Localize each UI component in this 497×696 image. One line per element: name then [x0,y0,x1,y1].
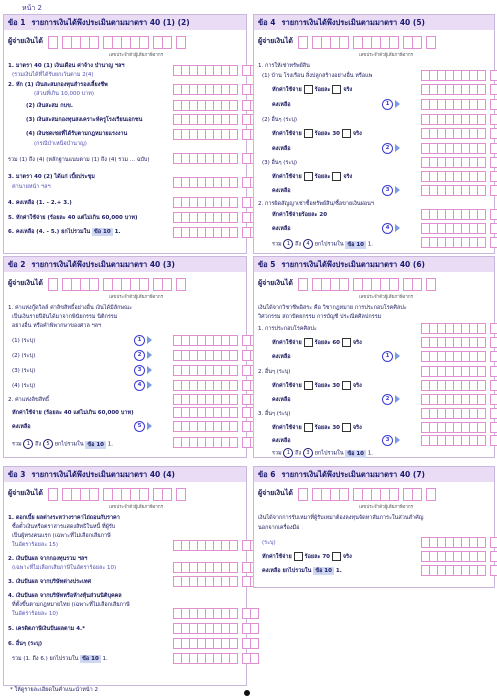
arrow-icon [147,422,152,430]
s5-income-2[interactable] [422,366,497,377]
s6-spec: (ระบุ) [262,540,276,546]
s4-real-checkbox[interactable] [332,172,341,181]
arrow-icon [147,351,152,359]
s4-remain-amount-4[interactable] [422,223,497,234]
s4-total-post: ยกไปรวมใน [314,241,344,248]
s5-real-checkbox[interactable] [342,338,351,347]
s6-intro-1: เงินได้จากการรับเหมาที่ผู้รับเหมาต้องลงทุนจัดหาสัมภาระในส่วนสำคัญ [258,515,424,521]
section-title: รายการเงินได้พึงประเมินตามมาตรา 40 (7) [281,469,425,479]
s5-deduct-amount-1[interactable] [422,337,497,348]
section-4-header [254,15,494,30]
s4-pct-checkbox[interactable] [304,172,313,181]
s4-amount-total[interactable] [422,237,497,248]
section-number: ข้อ 6 [258,469,276,479]
s5-pct60-label: ร้อยละ 60 [314,340,340,346]
s5-total [272,448,373,458]
s1-row-2: 2. หัก (1) เงินสะสมกองทุนสำรองเลี้ยงชีพ [8,82,108,88]
s3-row-4c: ในอัตราร้อยละ 10) [12,611,59,617]
s1-row-6-tag: ข้อ 10 [94,229,111,235]
s2-total-b: 5 [43,439,53,449]
s4-income-1[interactable] [422,70,497,81]
page-hole-mark [244,690,250,696]
s2-amount-2[interactable] [174,350,259,361]
section-title: รายการเงินได้พึงประเมินตามมาตรา 40 (4) [31,469,175,479]
s3-row-1d: ในอัตราร้อยละ 15) [12,542,59,548]
s6-deduct [262,552,352,561]
s4-total-tag: ข้อ 10 [347,241,365,248]
s6-real-checkbox[interactable] [332,552,341,561]
section-title: รายการเงินได้พึงประเมินตามมาตรา 40 (5) [281,17,425,27]
s3-amount-6[interactable] [174,638,259,649]
s1-row-1-note: (รวมเงินได้ที่ได้รับยกเว้นตาม 2(4) [12,72,94,78]
s4-income-2[interactable] [422,114,497,125]
s5-deduct-3 [272,423,362,432]
s2-intro-1: 1. ค่าแห่งกู๊ดวิลล์ ค่าลิขสิทธิ์อย่างอื่น เงินได้มีลักษณะ [8,305,133,311]
s4-real-checkbox[interactable] [342,129,351,138]
s5-real-label: จริง [352,340,362,346]
s5-deduct-2 [272,381,362,390]
s2-amount-total[interactable] [174,437,259,448]
s1-row-2-3: (3) เงินสะสมกองทุนสงเคราะห์ครูโรงเรียนเอกชน [26,117,143,123]
s4-real-label: จริง [352,131,362,137]
s4-marker-3: 3 [382,185,393,196]
s2-item-3: (3) (ระบุ) [12,368,36,374]
s5-pct30-checkbox[interactable] [304,381,313,390]
footnote: * ให้ดูรายละเอียดในคำแนะนำหน้า 2 [10,687,98,693]
s6-total-end: 1. [335,568,342,574]
s6-total-tag: ข้อ 10 [315,568,332,574]
s3-amount-total[interactable] [174,653,259,664]
section-3-header [4,467,246,482]
s4-pct30-label: ร้อยละ 30 [314,131,340,137]
s6-intro-2: นอกจากเครื่องมือ [258,525,300,531]
s5-remain-3: คงเหลือ [272,438,291,444]
s3-total-end: 1. [102,656,108,662]
s1-row-1: 1. มาตรา 40 (1) เงินเดือน ค่าจ้าง บำนาญ ฯลฯ [8,63,125,69]
tax-id-caption: เลขประจำตัวผู้เสียภาษีอากร [109,505,164,510]
arrow-icon [147,366,152,374]
s5-pct30-checkbox[interactable] [304,423,313,432]
s6-amount-total[interactable] [422,565,497,576]
s2-amount-copyright[interactable] [174,394,259,405]
section-1-header [4,15,246,30]
s4-deduct-1 [272,85,352,94]
s5-remain-1: คงเหลือ [272,354,291,360]
s5-remain-amount-1[interactable] [422,351,497,362]
section-4-panel [253,14,495,254]
s1-amount-6[interactable] [174,227,259,238]
s1-row-2-4-note: (กรณีบำเหน็จบำนาญ) [34,141,87,147]
s4-pct30-checkbox[interactable] [304,129,313,138]
s4-income-3[interactable] [422,157,497,168]
s5-real-checkbox[interactable] [342,381,351,390]
s5-pct60-checkbox[interactable] [304,338,313,347]
s1-row-2-note: (ส่วนที่เกิน 10,000 บาท) [34,91,95,97]
s4-marker-1: 1 [382,99,393,110]
s4-real-label: จริง [343,87,353,93]
s4-deduct-label: หักค่าใช้จ่าย [272,174,302,180]
payer-tax-id-field[interactable] [299,36,436,49]
s3-row-2: 2. เงินปันผล จากกองทุนรวม ฯลฯ [8,556,88,562]
tax-id-caption: เลขประจำตัวผู้เสียภาษีอากร [109,295,164,300]
s1-amount-1[interactable] [174,65,259,76]
s5-deduct-1 [272,338,362,347]
s3-row-2b: (เฉพาะที่ไม่เลือกเสียภาษีในอัตราร้อยละ 10) [12,565,117,571]
arrow-icon [395,352,400,360]
s5-real-label: จริง [352,425,362,431]
s4-deduct-3 [272,172,352,181]
s4-deduct-label: หักค่าใช้จ่าย [272,87,302,93]
s4-pct-label: ร้อยละ [314,87,331,93]
s5-total-a: 1 [283,448,293,458]
s6-total [262,567,342,575]
s2-remain: คงเหลือ [12,424,31,430]
s1-row-2-2: (2) เงินสะสม กบข. [26,103,73,109]
payer-tax-id-field[interactable] [299,278,436,291]
section-5-panel [253,256,495,458]
s5-row-3: 3. อื่นๆ (ระบุ) [258,411,291,417]
s2-remain-marker: 5 [134,421,145,432]
s2-total-pre: รวม [12,441,22,448]
s5-total-b: 3 [303,448,313,458]
s5-pct30-label: ร้อยละ 30 [314,383,340,389]
section-number: ข้อ 2 [8,259,26,269]
section-number: ข้อ 3 [8,469,26,479]
arrow-icon [395,186,400,194]
s4-deduct-2 [272,129,362,138]
s4-total [272,239,373,249]
s4-row-1: 1. การให้เช่าทรัพย์สิน [258,63,310,69]
s1-row-2-4: (4) เงินชดเชยที่ได้รับตามกฎหมายแรงงาน [26,131,128,137]
s5-remain-amount-3[interactable] [422,435,497,446]
s2-amount-1[interactable] [174,335,259,346]
s3-total-label: รวม (1. ถึง 6.) ยกไปรวมใน [12,656,79,662]
s4-deduct-amount-2[interactable] [422,128,497,139]
s1-row-3: 3. มาตรา 40 (2) ได้แก่ เบี้ยประชุม [8,174,95,180]
s3-total-tag: ข้อ 10 [82,656,99,662]
s5-pct30-label: ร้อยละ 30 [314,425,340,431]
s1-row-5: 5. หักค่าใช้จ่าย (ร้อยละ 40 แต่ไม่เกิน 60,000 บาท) [8,215,138,221]
s2-amount-deduct[interactable] [174,407,259,418]
s6-deduct-label: หักค่าใช้จ่าย [262,554,292,560]
s3-total [12,655,108,663]
s1-amount-2-4[interactable] [174,129,259,140]
s4-remain-3: คงเหลือ [272,188,291,194]
s2-total-post: ยกไปรวมใน [54,441,84,448]
s2-item-1: (1) (ระบุ) [12,338,36,344]
s2-total-tag: ข้อ 10 [87,441,105,448]
section-3-panel [3,466,247,686]
s1-amount-2-2[interactable] [174,100,259,111]
s6-pct70-label: ร้อยละ 70 [304,554,330,560]
s2-intro-3: อย่างอื่น หรือคำพิพากษาของศาล ฯลฯ [12,323,102,329]
payer-tax-id-field[interactable] [49,278,186,291]
s4-pct-checkbox[interactable] [304,85,313,94]
section-number: ข้อ 1 [8,17,26,27]
s1-row-4: 4. คงเหลือ (1. - 2.+ 3.) [8,200,72,206]
arrow-icon [395,395,400,403]
s1-row-6 [8,228,121,236]
payer-label: ผู้จ่ายเงินได้ [258,279,293,287]
page-label: หน้า 2 [22,4,43,12]
section-2-header [4,257,246,272]
s5-total-end: 1. [367,450,374,457]
s6-real-label: จริง [342,554,352,560]
s3-amount-4[interactable] [174,608,259,619]
s5-row-1: 1. การประกอบโรคศิลปะ [258,326,317,332]
s5-real-label: จริง [352,383,362,389]
section-6-header [254,467,494,482]
s5-total-pre: รวม [272,450,282,457]
s5-marker-2: 2 [382,394,393,405]
section-number: ข้อ 4 [258,17,276,27]
s4-deduct-label: หักค่าใช้จ่าย [272,131,302,137]
s4-row-4-deduct: หักค่าใช้จ่ายร้อยละ 20 [272,212,328,218]
s2-item-1-marker: 1 [134,335,145,346]
s1-amount-2-3[interactable] [174,114,259,125]
s5-row-2: 2. อื่นๆ (ระบุ) [258,369,291,375]
s6-income[interactable] [422,537,497,548]
s3-row-4b: ที่ตั้งขึ้นตามกฎหมายไทย (เฉพาะที่ไม่เลือกเสียภาษี [12,602,130,608]
section-2-panel [3,256,247,458]
s4-deduct-amount-1[interactable] [422,84,497,95]
payer-label: ผู้จ่ายเงินได้ [8,37,43,45]
arrow-icon [147,336,152,344]
s2-total-mid: ถึง [35,441,42,448]
s5-real-checkbox[interactable] [342,423,351,432]
s4-pct-label: ร้อยละ [314,174,331,180]
arrow-icon [395,436,400,444]
s1-amount-3[interactable] [174,177,259,188]
s5-income-1[interactable] [422,323,497,334]
s4-deduct-amount-4[interactable] [422,209,497,220]
arrow-icon [395,144,400,152]
section-1-panel [3,14,247,254]
s3-amount-1[interactable] [174,540,259,551]
s4-real-checkbox[interactable] [332,85,341,94]
s5-deduct-amount-2[interactable] [422,380,497,391]
s4-deduct-amount-3[interactable] [422,171,497,182]
s5-deduct-label: หักค่าใช้จ่าย [272,340,302,346]
s5-deduct-amount-3[interactable] [422,422,497,433]
s5-intro-1: เงินได้จากวิชาชีพอิสระ คือ วิชากฎหมาย การประกอบโรคศิลปะ [258,305,407,311]
s3-row-5: 5. เครดิตภาษีเงินปันผลตาม 4.* [8,626,85,632]
s5-remain-amount-2[interactable] [422,394,497,405]
tax-id-caption: เลขประจำตัวผู้เสียภาษีอากร [359,505,414,510]
s5-marker-1: 1 [382,351,393,362]
s2-item-4: (4) (ระบุ) [12,383,36,389]
s3-row-1c: เป็นผู้ทรงคนแรก (เฉพาะที่ไม่เลือกเสียภาษี [12,533,111,539]
tax-id-caption: เลขประจำตัวผู้เสียภาษีอากร [359,53,414,58]
arrow-icon [147,381,152,389]
s2-item-4-marker: 4 [134,380,145,391]
s5-total-post: ยกไปรวมใน [314,450,344,457]
payer-tax-id-field[interactable] [49,36,186,49]
s1-row-3-note: ค่านายหน้า ฯลฯ [12,184,51,190]
s2-amount-remain[interactable] [174,421,259,432]
s4-remain-amount-2[interactable] [422,143,497,154]
payer-tax-id-field[interactable] [299,488,436,501]
tax-id-caption: เลขประจำตัวผู้เสียภาษีอากร [109,53,164,58]
section-title: รายการเงินได้พึงประเมินตามมาตรา 40 (3) [31,259,175,269]
s1-amount-2-1[interactable] [174,84,259,95]
payer-label: ผู้จ่ายเงินได้ [8,279,43,287]
s2-deduct: หักค่าใช้จ่าย (ร้อยละ 40 แต่ไม่เกิน 60,000 บาท) [12,410,134,416]
payer-label: ผู้จ่ายเงินได้ [258,489,293,497]
s3-row-4: 4. เงินปันผล จากบริษัทหรือห้างหุ้นส่วนนิติบุคคล [8,593,122,599]
payer-label: ผู้จ่ายเงินได้ [258,37,293,45]
s4-remain-1: คงเหลือ [272,102,291,108]
arrow-icon [395,100,400,108]
s2-item-2-marker: 2 [134,350,145,361]
s5-income-3[interactable] [422,408,497,419]
s1-amount-4[interactable] [174,197,259,208]
payer-tax-id-field[interactable] [49,488,186,501]
s4-row-3: (3) อื่นๆ (ระบุ) [262,160,297,166]
s2-total-a: 1 [23,439,33,449]
s2-item-2: (2) (ระบุ) [12,353,36,359]
section-number: ข้อ 5 [258,259,276,269]
s4-remain-amount-3[interactable] [422,185,497,196]
s4-total-mid: ถึง [295,241,302,248]
s5-deduct-label: หักค่าใช้จ่าย [272,425,302,431]
s4-total-a: 1 [283,239,293,249]
s4-row-4: 2. การผิดสัญญาเช่าซื้อทรัพย์สิน/ซื้อขายเงินผ่อนฯ [258,201,374,207]
s5-deduct-label: หักค่าใช้จ่าย [272,383,302,389]
s3-row-6: 6. อื่นๆ (ระบุ) [8,641,43,647]
s6-pct70-checkbox[interactable] [294,552,303,561]
s4-marker-4: 4 [382,223,393,234]
s4-total-b: 4 [303,239,313,249]
s2-amount-4[interactable] [174,380,259,391]
s4-total-pre: รวม [272,241,282,248]
section-title: รายการเงินได้พึงประเมินตามมาตรา 40 (6) [281,259,425,269]
s1-row-6-label: 6. คงเหลือ (4. - 5.) ยกไปรวมใน [8,229,91,235]
s5-total-mid: ถึง [295,450,302,457]
s5-intro-2: วิศวกรรม สถาปัตยกรรม การบัญชี ประณีตศิลปกรรม [258,314,382,320]
s2-copyright: 2. ค่าแห่งลิขสิทธิ์ [8,397,50,403]
s1-row-sum: รวม (1) ถึง (4) (หลักฐานแนบตาม (1) ถึง (4) รวม ... ฉบับ) [8,157,150,163]
s4-real-label: จริง [343,174,353,180]
s2-amount-3[interactable] [174,365,259,376]
s4-row-1-1: (1) บ้าน โรงเรือน สิ่งปลูกสร้างอย่างอื่น หรือแพ [262,73,373,79]
s3-row-1b: ซื้อตั๋วเงินหรือตราสารแสดงสิทธิในหนี้ ที่ผู้รับ [12,524,116,530]
arrow-icon [395,224,400,232]
s6-total-label: คงเหลือ ยกไปรวมใน [262,568,312,574]
s4-total-end: 1. [367,241,374,248]
s3-row-1: 1. ดอกเบี้ย ผลต่างระหว่างราคาไถ่ถอนกับราคา [8,515,120,521]
section-5-header [254,257,494,272]
s2-item-3-marker: 3 [134,365,145,376]
s4-remain-amount-1[interactable] [422,99,497,110]
s2-total-end: 1. [107,441,114,448]
s3-amount-3[interactable] [174,576,259,587]
section-6-panel [253,466,495,588]
s5-total-tag: ข้อ 10 [347,450,365,457]
s4-remain-4: คงเหลือ [272,226,291,232]
s6-deduct-amount[interactable] [422,551,497,562]
s3-amount-5[interactable] [174,623,259,634]
s2-intro-2: เป็นเงินรายปีอันได้มาจากพินัยกรรม นิติกรรม [12,314,118,320]
payer-label: ผู้จ่ายเงินได้ [8,489,43,497]
tax-id-caption: เลขประจำตัวผู้เสียภาษีอากร [359,295,414,300]
s4-row-2: (2) อื่นๆ (ระบุ) [262,117,297,123]
s1-amount-5[interactable] [174,212,259,223]
section-title: รายการเงินได้พึงประเมินตามมาตรา 40 (1) (2) [31,17,190,27]
s3-row-3: 3. เงินปันผล จากบริษัทต่างประเทศ [8,579,91,585]
s5-marker-3: 3 [382,435,393,446]
s5-remain-2: คงเหลือ [272,397,291,403]
s2-total [12,439,113,449]
s4-marker-2: 2 [382,143,393,154]
s1-amount-sum[interactable] [174,153,259,164]
s1-row-6-end: 1. [114,229,121,235]
s4-remain-2: คงเหลือ [272,146,291,152]
s3-amount-2[interactable] [174,562,259,573]
